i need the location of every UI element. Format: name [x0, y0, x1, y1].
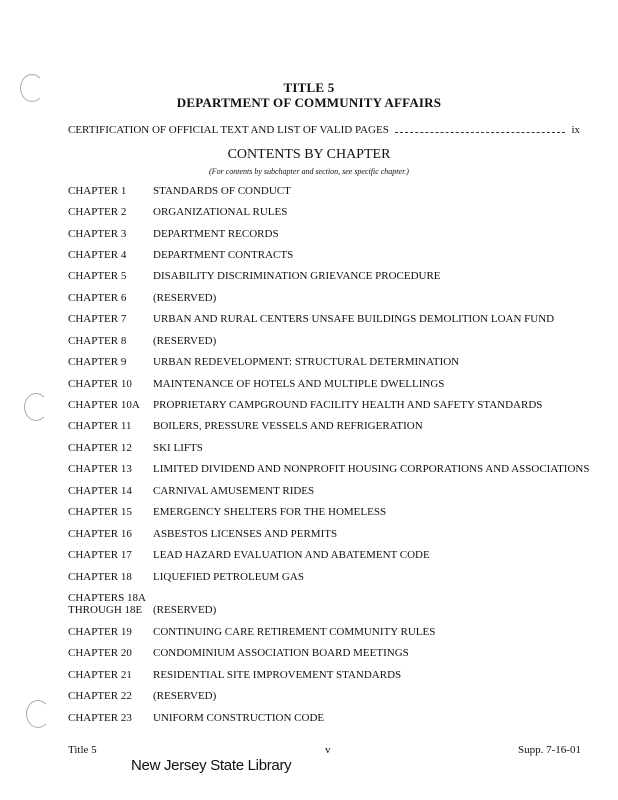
chapter-number: CHAPTER 18 — [68, 571, 132, 583]
footer-supplement: Supp. 7-16-01 — [518, 744, 581, 756]
chapter-title: EMERGENCY SHELTERS FOR THE HOMELESS — [153, 506, 387, 518]
chapter-title: RESIDENTIAL SITE IMPROVEMENT STANDARDS — [153, 669, 402, 681]
chapter-number: CHAPTER 22 — [68, 690, 132, 702]
certification-page: ix — [571, 124, 580, 136]
chapter-title: CONDOMINIUM ASSOCIATION BOARD MEETINGS — [153, 647, 409, 659]
chapter-number: CHAPTER 3 — [68, 228, 127, 240]
chapter-number: CHAPTER 20 — [68, 647, 132, 659]
chapter-number-line-2: THROUGH 18E — [68, 604, 143, 616]
chapter-title: ASBESTOS LICENSES AND PERMITS — [153, 528, 338, 540]
chapter-number: CHAPTER 1 — [68, 185, 127, 197]
title-line-2: DEPARTMENT OF COMMUNITY AFFAIRS — [176, 95, 442, 110]
chapter-number: CHAPTER 14 — [68, 485, 132, 497]
chapter-number: CHAPTER 2 — [68, 206, 127, 218]
chapter-number: CHAPTER 5 — [68, 270, 127, 282]
punch-hole-middle — [24, 393, 48, 421]
chapter-number: CHAPTER 17 — [68, 549, 132, 561]
chapter-title: (RESERVED) — [153, 690, 217, 702]
chapter-title: UNIFORM CONSTRUCTION CODE — [153, 712, 325, 724]
chapter-title: LIQUEFIED PETROLEUM GAS — [153, 571, 304, 583]
chapter-title: (RESERVED) — [153, 292, 217, 304]
certification-label: CERTIFICATION OF OFFICIAL TEXT AND LIST OF VALID PAGES — [68, 124, 389, 136]
chapter-number: CHAPTER 10 — [68, 378, 132, 390]
chapter-number: CHAPTER 9 — [68, 356, 127, 368]
chapter-title: URBAN AND RURAL CENTERS UNSAFE BUILDINGS DEMOLITION LOAN FUND — [153, 313, 555, 325]
chapter-title: MAINTENANCE OF HOTELS AND MULTIPLE DWELLINGS — [153, 378, 445, 390]
chapter-number: CHAPTER 15 — [68, 506, 132, 518]
chapter-number: CHAPTER 10A — [68, 399, 140, 411]
library-stamp: New Jersey State Library — [131, 757, 292, 774]
dot-leader — [395, 132, 566, 133]
chapter-title: DISABILITY DISCRIMINATION GRIEVANCE PROCEDURE — [153, 270, 441, 282]
chapter-title: CONTINUING CARE RETIREMENT COMMUNITY RULES — [153, 626, 436, 638]
footer-page-number: v — [325, 744, 331, 756]
title-line-1: TITLE 5 — [283, 80, 335, 95]
footer-title: Title 5 — [68, 744, 97, 756]
chapter-title: DEPARTMENT RECORDS — [153, 228, 279, 240]
chapter-title: STANDARDS OF CONDUCT — [153, 185, 291, 197]
chapter-title: ORGANIZATIONAL RULES — [153, 206, 288, 218]
chapter-title: SKI LIFTS — [153, 442, 203, 454]
chapter-title: BOILERS, PRESSURE VESSELS AND REFRIGERATION — [153, 420, 423, 432]
chapter-title: LIMITED DIVIDEND AND NONPROFIT HOUSING CORPORATIONS AND ASSOCIATIONS — [153, 463, 590, 475]
chapter-number: CHAPTER 6 — [68, 292, 127, 304]
chapter-title: (RESERVED) — [153, 335, 217, 347]
certification-line — [68, 124, 580, 136]
chapter-title: URBAN REDEVELOPMENT: STRUCTURAL DETERMINATION — [153, 356, 460, 368]
contents-note: (For contents by subchapter and section, see specific chapter.) — [209, 167, 409, 176]
chapter-title: CARNIVAL AMUSEMENT RIDES — [153, 485, 315, 497]
chapter-number-line-1: CHAPTERS 18A — [68, 592, 146, 604]
chapter-title: DEPARTMENT CONTRACTS — [153, 249, 294, 261]
chapter-number: CHAPTER 16 — [68, 528, 132, 540]
chapter-number: CHAPTER 12 — [68, 442, 132, 454]
chapter-number: CHAPTER 23 — [68, 712, 132, 724]
punch-hole-bottom — [26, 700, 50, 728]
chapter-number: CHAPTER 7 — [68, 313, 127, 325]
chapter-number: CHAPTER 8 — [68, 335, 127, 347]
chapter-number: CHAPTER 21 — [68, 669, 132, 681]
chapter-title: (RESERVED) — [153, 604, 217, 616]
chapter-title: LEAD HAZARD EVALUATION AND ABATEMENT CODE — [153, 549, 430, 561]
chapter-number: CHAPTER 4 — [68, 249, 127, 261]
chapter-number: CHAPTER 11 — [68, 420, 132, 432]
contents-heading: CONTENTS BY CHAPTER — [227, 147, 391, 162]
chapter-title: PROPRIETARY CAMPGROUND FACILITY HEALTH AND SAFETY STANDARDS — [153, 399, 543, 411]
chapter-number: CHAPTER 13 — [68, 463, 132, 475]
chapter-number: CHAPTER 19 — [68, 626, 132, 638]
